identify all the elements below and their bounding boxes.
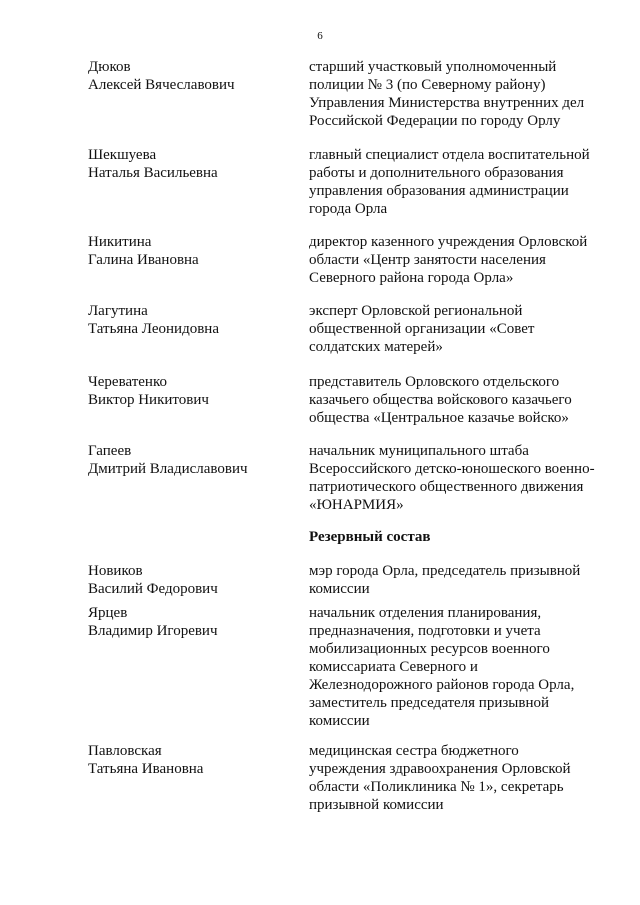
member-position xyxy=(309,58,609,130)
member-name xyxy=(88,302,298,338)
member-surname: Лагутина xyxy=(88,303,148,319)
position-line: главный специалист отдела воспитательной xyxy=(309,147,590,163)
position-line: старший участковый уполномоченный xyxy=(309,59,557,75)
member-surname: Павловская xyxy=(88,743,162,759)
member-given-names: Владимир Игоревич xyxy=(88,623,218,639)
member-name xyxy=(88,742,298,778)
position-line: общества «Центральное казачье войско» xyxy=(309,410,569,426)
member-surname: Шекшуева xyxy=(88,147,157,163)
position-line: Всероссийского детско-юношеского военно- xyxy=(309,461,595,477)
member-surname: Никитина xyxy=(88,234,152,250)
member-surname: Новиков xyxy=(88,563,143,579)
position-line: мэр города Орла, председатель призывной xyxy=(309,563,581,579)
position-line: учреждения здравоохранения Орловской xyxy=(309,761,571,777)
member-position xyxy=(309,604,609,730)
position-line: Управления Министерства внутренних дел xyxy=(309,95,585,111)
position-line: работы и дополнительного образования xyxy=(309,165,564,181)
position-line: заместитель председателя призывной xyxy=(309,695,549,711)
member-position xyxy=(309,233,609,287)
member-name xyxy=(88,233,298,269)
member-surname: Гапеев xyxy=(88,443,132,459)
member-name xyxy=(88,58,298,94)
position-line: начальник муниципального штаба xyxy=(309,443,529,459)
position-line: полиции № 3 (по Северному району) xyxy=(309,77,546,93)
member-given-names: Татьяна Ивановна xyxy=(88,761,204,777)
member-surname: Дюков xyxy=(88,59,131,75)
position-line: управления образования администрации xyxy=(309,183,569,199)
member-given-names: Татьяна Леонидовна xyxy=(88,321,219,337)
position-line: начальник отделения планирования, xyxy=(309,605,542,621)
position-line: «ЮНАРМИЯ» xyxy=(309,497,404,513)
position-line: предназначения, подготовки и учета xyxy=(309,623,541,639)
member-position xyxy=(309,302,609,356)
member-surname: Череватенко xyxy=(88,374,167,390)
member-name xyxy=(88,442,298,478)
position-line: директор казенного учреждения Орловской xyxy=(309,234,588,250)
position-line: комиссариата Северного и xyxy=(309,659,478,675)
member-given-names: Галина Ивановна xyxy=(88,252,199,268)
position-line: области «Поликлиника № 1», секретарь xyxy=(309,779,564,795)
page-number: 6 xyxy=(317,30,323,42)
position-line: солдатских матерей» xyxy=(309,339,443,355)
position-line: области «Центр занятости населения xyxy=(309,252,546,268)
position-line: эксперт Орловской региональной xyxy=(309,303,523,319)
member-given-names: Наталья Васильевна xyxy=(88,165,218,181)
position-line: города Орла xyxy=(309,201,388,217)
position-line: комиссии xyxy=(309,581,370,597)
member-given-names: Виктор Никитович xyxy=(88,392,209,408)
member-position xyxy=(309,442,609,514)
position-line: патриотического общественного движения xyxy=(309,479,584,495)
position-line: Российской Федерации по городу Орлу xyxy=(309,113,561,129)
member-surname: Ярцев xyxy=(88,605,128,621)
position-line: представитель Орловского отдельского xyxy=(309,374,560,390)
member-position xyxy=(309,562,609,598)
member-name xyxy=(88,373,298,409)
position-line: Железнодорожного районов города Орла, xyxy=(309,677,575,693)
member-name xyxy=(88,146,298,182)
position-line: медицинская сестра бюджетного xyxy=(309,743,519,759)
position-line: комиссии xyxy=(309,713,370,729)
position-line: призывной комиссии xyxy=(309,797,444,813)
member-position xyxy=(309,742,609,814)
position-line: казачьего общества войскового казачьего xyxy=(309,392,572,408)
reserve-section-heading: Резервный состав xyxy=(309,529,431,545)
member-position xyxy=(309,146,609,218)
member-given-names: Алексей Вячеславович xyxy=(88,77,235,93)
position-line: общественной организации «Совет xyxy=(309,321,535,337)
member-given-names: Василий Федорович xyxy=(88,581,218,597)
position-line: мобилизационных ресурсов военного xyxy=(309,641,550,657)
member-position xyxy=(309,373,609,427)
member-name xyxy=(88,604,298,640)
member-name xyxy=(88,562,298,598)
position-line: Северного района города Орла» xyxy=(309,270,514,286)
member-given-names: Дмитрий Владиславович xyxy=(88,461,248,477)
